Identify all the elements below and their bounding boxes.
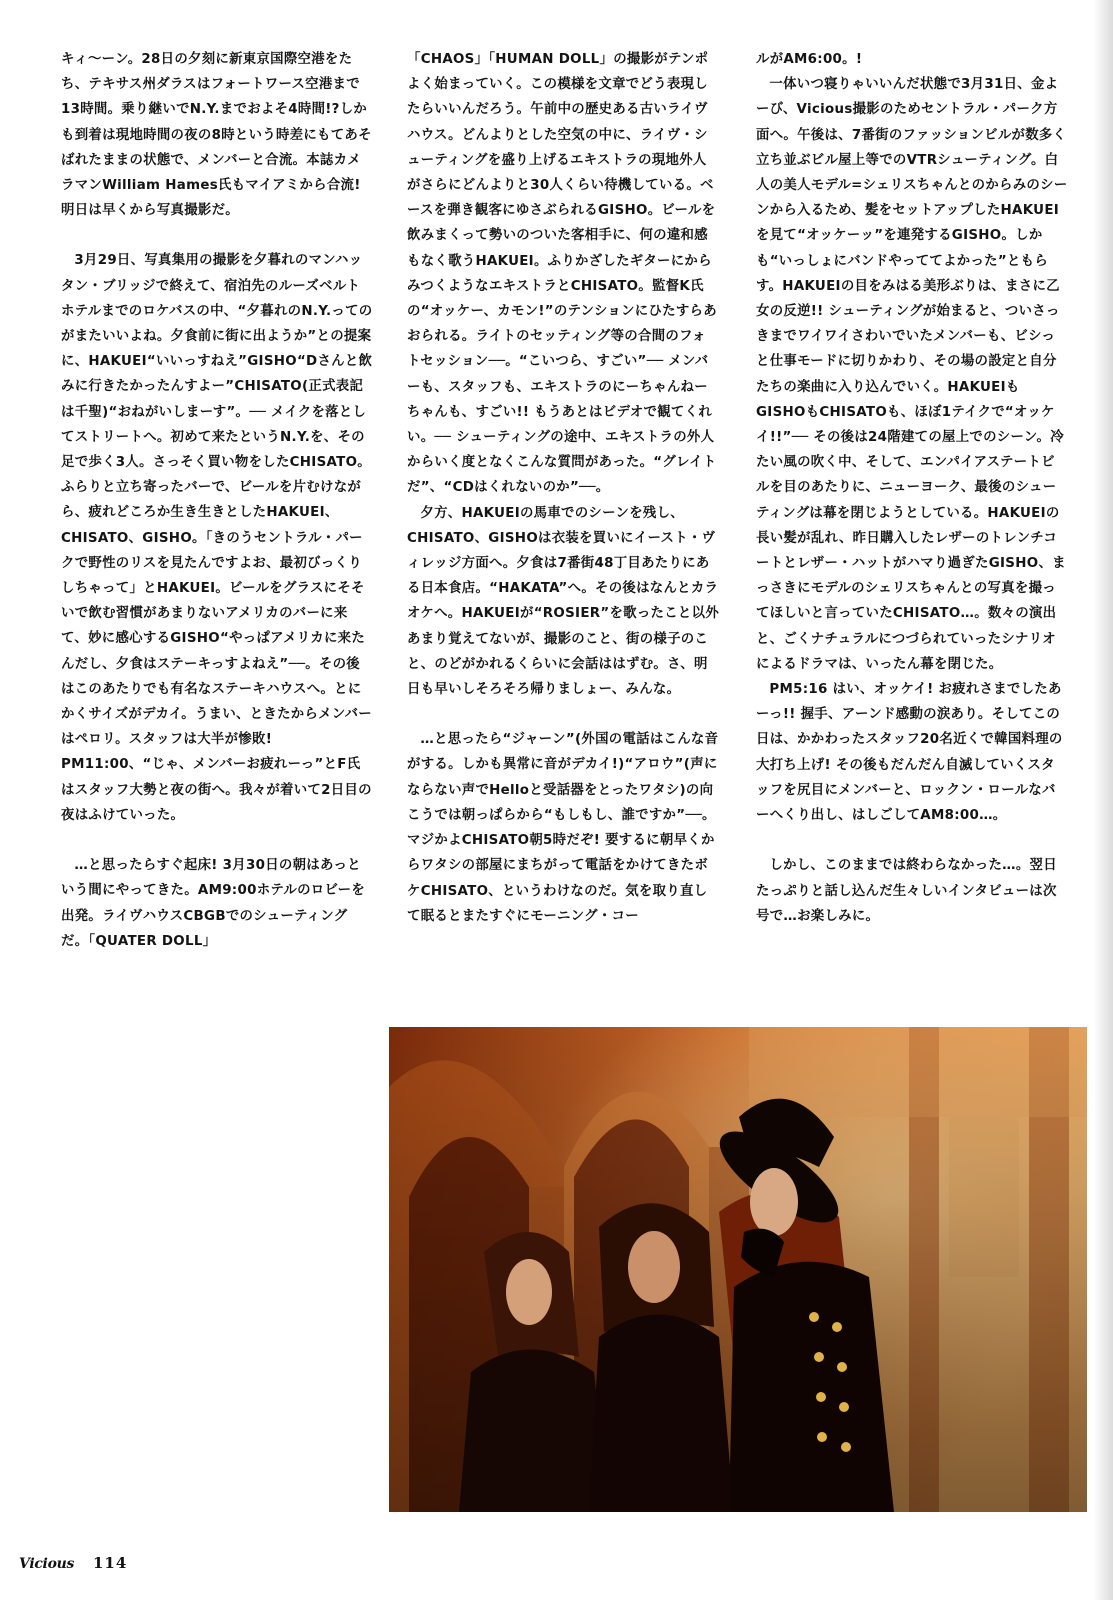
band-photo (389, 1027, 1087, 1512)
paragraph: 夕方、HAKUEIの馬車でのシーンを残し、CHISATO、GISHOは衣装を買いにイースト・ヴィレッジ方面へ。夕食は7番街48丁目あたりにある日本食店。“HAKATA”へ。その後はなんとカラオケへ。HAKUEIが“ROSIER”を歌ったこと以外あまり覚えてないが、撮影のこと、街の様子のこと、のどがかれるくらいに会話ははずむ。さ、明日も早いしそろそろ帰りましょー、みんな。 (407, 505, 719, 698)
article-column-1 (61, 47, 373, 1002)
paragraph: 3月29日、写真集用の撮影を夕暮れのマンハッタン・ブリッジで終えて、宿泊先のルーズベルトホテルまでのロケバスの中、“夕暮れのN.Y.ってのがまたいいよね。夕食前に街に出ようか”との提案に、HAKUEI“いいっすねえ”GISHO“Dさんと飲みに行きたかったんすよー”CHISATO(正式表記は千聖)“おねがいしまーす”。── メイクを落としてストリートへ。初めて来たというN.Y.を、その足で歩く3人。さっそく買い物をしたCHISATO。ふらりと立ち寄ったバーで、ビールを片むけながら、疲れどころか生き生きとしたHAKUEI、CHISATO、GISHO。「きのうセントラル・パークで野性のリスを見たんですよお、最初びっくりしちゃって」とHAKUEI。ビールをグラスにそそいで飲む習慣があまりないアメリカのバーに来て、妙に感心するGISHO“やっぱアメリカに来たんだし、夕食はステーキっすよねえ”──。その後はこのあたりでも有名なステーキハウスへ。とにかくサイズがデカイ。うまい、ときたからメンバーはペロリ。スタッフは大半が惨敗! PM11:00、“じゃ、メンバーお疲れーっ”とF氏はスタッフ大勢と夜の街へ。我々が着いて2日目の夜はふけていった。 (61, 253, 373, 823)
paragraph: …と思ったらすぐ起床! 3月30日の朝はあっという間にやってきた。AM9:00ホテルのロビーを出発。ライヴハウスCBGBでのシューティングだ。「QUATER DOLL」 (61, 858, 366, 949)
paragraph: …と思ったら“ジャーン”(外国の電話はこんな音がする。しかも異常に音がデカイ!)“アロウ”(声にならない声でHelloと受話器をとったワタシ)の向こうでは朝っぱらから“もしもし、誰ですか”──。マジかよCHISATO朝5時だぞ! 要するに朝早くからワタシの部屋にまちがって電話をかけてきたボケCHISATO、というわけなのだ。気を取り直して眠るとまたすぐにモーニング・コー (407, 732, 719, 924)
paragraph: 「CHAOS」「HUMAN DOLL」の撮影がテンポよく始まっていく。この模様を文章でどう表現したらいいんだろう。午前中の歴史ある古いライヴハウス。どんよりとした空気の中に、ライヴ・シューティングを盛り上げるエキストラの現地外人がさらにどんよりと30人くらい待機している。ベースを弾き観客にゆさぶられるGISHO。ビールを飲みまくって勢いのついた客相手に、何の違和感もなく歌うHAKUEI。ふりかざしたギターにからみつくようなエキストラとCHISATO。監督K氏の“オッケー、カモン!”のテンションにひたすらあおられる。ライトのセッティング等の合間のフォトセッション──。“こいつら、すごい”── メンバーも、スタッフも、エキストラのにーちゃんねーちゃんも、すごい!! もうあとはビデオで観てくれい。── シューティングの途中、エキストラの外人からいく度となくこんな質問があった。“グレイトだ”、“CDはくれないのか”──。 (407, 52, 717, 496)
page-edge-shadow (1093, 0, 1113, 1600)
article-column-2 (407, 47, 719, 1002)
magazine-logo: Vicious (19, 1556, 75, 1572)
paragraph: PM5:16 はい、オッケイ! お疲れさまでしたあーっ!! 握手、アーンド感動の涙あり。そしてこの日は、かかわったスタッフ20名近くで韓国料理の大打ち上げ! その後もだんだん自滅していくスタッフを尻目にメンバーと、ロックン・ロールなバーへくり出し、はしごしてAM8:00…。 (756, 682, 1063, 824)
paragraph: 一体いつ寝りゃいいんだ状態で3月31日、金よーび、Vicious撮影のためセントラル・パーク方面へ。午後は、7番街のファッションビルが数多く立ち並ぶビル屋上等でのVTRシューティング。白人の美人モデル=シェリスちゃんとのからみのシーンから入るため、髪をセットアップしたHAKUEIを見て“オッケーッ”を連発するGISHO。しかも“いっしょにバンドやっててよかった”ともらす。HAKUEIの目をみはる美形ぶりは、まさに乙女の反逆!! シューティングが始まると、ついさっきまでワイワイさわいでいたメンバーも、ビシっと仕事モードに切りかわり、その場の設定と自分たちの楽曲に入り込んでいく。HAKUEIもGISHOもCHISATOも、ほぼ1テイクで“オッケイ!!”── その後は24階建ての屋上でのシーン。冷たい風の吹く中、そして、エンパイアステートビルを目のあたりに、ニューヨーク、最後のシューティングは幕を閉じようとしている。HAKUEIの長い髪が乱れ、昨日購入したレザーのトレンチコートとレザー・ハットがハマり過ぎたGISHO、まっさきにモデルのシェリスちゃんとの写真を撮ってほしいと言っていたCHISATO…。数々の演出と、ごくナチュラルにつづられていったシナリオによるドラマは、いったん幕を閉じた。 (756, 77, 1068, 672)
page-number: 114 (93, 1554, 128, 1572)
article-column-3 (756, 47, 1068, 1002)
paragraph: ルがAM6:00。! (756, 52, 863, 67)
paragraph: キィ〜ーン。28日の夕刻に新東京国際空港をたち、テキサス州ダラスはフォートワース空港まで13時間。乗り継いでN.Y.までおよそ4時間!?しかも到着は現地時間の夜の8時という時差にもてあそばれたままの状態で、メンバーと合流。本誌カメラマンWilliam Hames氏もマイアミから合流! 明日は早くから写真撮影だ。 (61, 52, 372, 219)
paragraph: しかし、このままでは終わらなかった…。翌日たっぷりと話し込んだ生々しいインタビューは次号で…お楽しみに。 (756, 858, 1057, 924)
